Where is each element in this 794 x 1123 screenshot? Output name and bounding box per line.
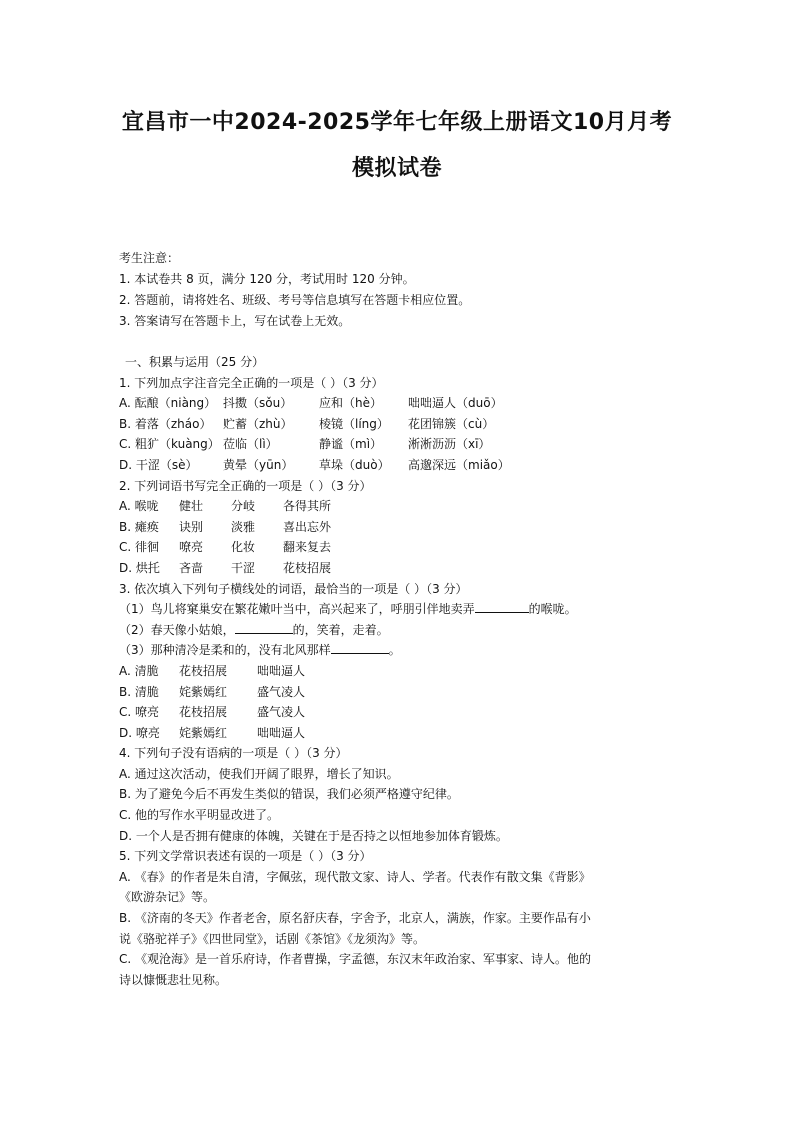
question-1 — [119, 373, 679, 476]
question-5 — [119, 846, 679, 990]
exam-title-line-2: 模拟试卷 — [351, 156, 442, 181]
option-item: 应和（hè） — [319, 396, 382, 411]
option-row — [119, 702, 679, 723]
exam-body — [119, 248, 679, 990]
notice-item: 2. 答题前，请将姓名、班级、考号等信息填写在答题卡相应位置。 — [119, 293, 471, 307]
option-item: 姹紫嫣红 — [179, 684, 228, 699]
option-item: C. 嘹亮 — [119, 705, 160, 720]
question-stem: 1. 下列加点字注音完全正确的一项是（ ）（3 分） — [119, 375, 384, 390]
question-3 — [119, 579, 679, 744]
notice-item: 1. 本试卷共 8 页，满分 120 分，考试用时 120 分钟。 — [119, 272, 415, 286]
option-row — [119, 393, 679, 414]
option-item: 干涩 — [231, 560, 256, 575]
option-item: 高邈深远（miǎo） — [408, 457, 510, 472]
option-item: 咄咄逼人（duō） — [408, 396, 503, 411]
option-item: D. 一个人是否拥有健康的体魄，关键在于是否持之以恒地参加体育锻炼。 — [119, 828, 508, 843]
option-item: 花枝招展 — [283, 560, 332, 575]
question-stem: 2. 下列词语书写完全正确的一项是（ ）（3 分） — [119, 478, 372, 493]
fill-sentence-3 — [119, 640, 679, 661]
option-item: 健壮 — [179, 499, 204, 514]
exam-title-line-1: 宜昌市一中2024-2025学年七年级上册语文10月月考 — [121, 110, 673, 135]
option-item: 化妆 — [231, 540, 256, 555]
option-item: 分岐 — [231, 499, 256, 514]
candidate-notice — [119, 248, 679, 332]
option-item: 诀别 — [179, 519, 204, 534]
option-item: 花枝招展 — [179, 663, 228, 678]
option-item: A. 喉咙 — [119, 499, 159, 514]
option-row — [119, 496, 679, 517]
option-item: D. 嘹亮 — [119, 725, 160, 740]
option-row — [119, 558, 679, 579]
sentence-text: （3）那种清冷是柔和的，没有北风那样 — [119, 643, 331, 658]
answer-blank — [475, 599, 529, 613]
option-item-b-line-2: 说《骆驼祥子》《四世同堂》，话剧《茶馆》《龙须沟》等。 — [119, 931, 426, 946]
option-item: 花枝招展 — [179, 705, 228, 720]
option-row — [119, 434, 679, 455]
option-item: A. 通过这次活动，使我们开阔了眼界，增长了知识。 — [119, 766, 399, 781]
option-item: C. 徘徊 — [119, 540, 160, 555]
fill-sentence-2 — [119, 620, 679, 641]
section-heading: 一、积累与运用（25 分） — [125, 355, 265, 369]
notice-item: 3. 答案请写在答题卡上，写在试卷上无效。 — [119, 314, 351, 328]
option-row — [119, 455, 679, 476]
option-item: D. 干涩（sè） — [119, 457, 198, 472]
option-item-c-line-1: C. 《观沧海》是一首乐府诗，作者曹操，字孟德，东汉末年政治家、军事家、诗人。他的 — [119, 952, 592, 967]
option-item-b-line-1: B. 《济南的冬天》作者老舍，原名舒庆春，字舍予，北京人，满族，作家。主要作品有小 — [119, 911, 591, 926]
option-item-c-line-2: 诗以慷慨悲壮见称。 — [119, 972, 228, 987]
option-item: B. 清脆 — [119, 684, 159, 699]
option-item: 盛气凌人 — [257, 684, 306, 699]
option-item: 各得其所 — [283, 499, 332, 514]
option-item: 盛气凌人 — [257, 705, 306, 720]
sentence-text: （1）鸟儿将窠巢安在繁花嫩叶当中，高兴起来了，呼朋引伴地卖弄 — [119, 602, 475, 617]
option-row — [119, 723, 679, 744]
exam-title — [90, 100, 704, 192]
option-item: 莅临（lì） — [223, 437, 278, 452]
option-item: 黄晕（yūn） — [223, 457, 294, 472]
option-item: 棱镜（líng） — [319, 416, 389, 431]
option-item: A. 酝酿（niàng） — [119, 396, 217, 411]
answer-blank — [331, 640, 389, 654]
option-item-a-line-1: A. 《春》的作者是朱自清，字佩弦，现代散文家、诗人、学者。代表作有散文集《背影》 — [119, 869, 591, 884]
option-item: 姹紫嫣红 — [179, 725, 228, 740]
option-item: 淅淅沥沥（xī） — [408, 437, 491, 452]
option-item: 静谧（mì） — [319, 437, 383, 452]
option-row — [119, 537, 679, 558]
sentence-text: 。 — [388, 643, 401, 658]
option-item: 翻来复去 — [283, 540, 332, 555]
option-item: 抖擞（sǒu） — [223, 396, 293, 411]
option-item: B. 为了避免今后不再发生类似的错误，我们必须严格遵守纪律。 — [119, 787, 459, 802]
option-item: 咄咄逼人 — [257, 663, 306, 678]
sentence-text: 的，笑着，走着。 — [292, 622, 389, 637]
option-item: C. 他的写作水平明显改进了。 — [119, 808, 280, 823]
option-item: 草垛（duò） — [319, 457, 390, 472]
sentence-text: 的喉咙。 — [528, 602, 577, 617]
option-item: 淡雅 — [231, 519, 256, 534]
sentence-text: （2）春天像小姑娘， — [119, 622, 235, 637]
question-stem: 5. 下列文学常识表述有误的一项是（ ）（3 分） — [119, 849, 372, 864]
option-item: A. 清脆 — [119, 663, 159, 678]
option-row — [119, 414, 679, 435]
option-item: D. 烘托 — [119, 560, 160, 575]
question-4 — [119, 743, 679, 846]
fill-sentence-1 — [119, 599, 679, 620]
option-item: B. 着落（zháo） — [119, 416, 212, 431]
question-stem: 4. 下列句子没有语病的一项是（ ）（3 分） — [119, 746, 348, 761]
option-row — [119, 517, 679, 538]
notice-heading: 考生注意： — [119, 251, 180, 265]
option-row — [119, 682, 679, 703]
option-item: B. 瘫痪 — [119, 519, 159, 534]
answer-blank — [235, 620, 293, 634]
option-item: 嘹亮 — [179, 540, 204, 555]
option-item: 花团锦簇（cù） — [408, 416, 495, 431]
option-item: 吝啬 — [179, 560, 204, 575]
question-stem: 3. 依次填入下列句子横线处的词语，最恰当的一项是（ ）（3 分） — [119, 581, 468, 596]
option-item: 贮蓄（zhù） — [223, 416, 293, 431]
option-item: 喜出忘外 — [283, 519, 332, 534]
option-row — [119, 661, 679, 682]
option-item: 咄咄逼人 — [257, 725, 306, 740]
option-item-a-line-2: 《欧游杂记》等。 — [119, 890, 216, 905]
question-2 — [119, 476, 679, 579]
option-item: C. 粗犷（kuàng） — [119, 437, 220, 452]
